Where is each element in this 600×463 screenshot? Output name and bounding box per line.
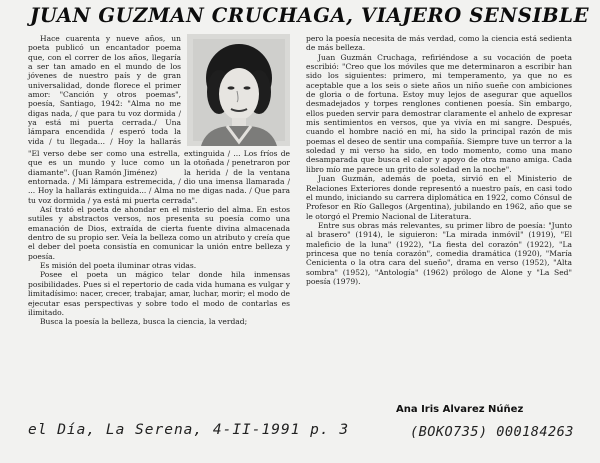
right-column <box>306 34 572 286</box>
handwritten-archive-code: (BOKO735) 000184263 <box>410 424 574 440</box>
paragraph: pero la poesía necesita de más verdad, como la ciencia está sedienta de más belleza. <box>306 34 572 53</box>
author-photo <box>187 34 290 146</box>
paragraph: Hace cuarenta y nueve años, un poeta publicó un encantador poema que, con el correr de los años, llegaría a ser tan amado en el mundo de los jóvenes de nuestro país y de gran universalidad, donde florece el primer amor: "Canción y otros poemas", poesía, Santiago, 1942: "Alma no me digas nada, / que para tu voz dormida / ya está mi puerta cerrada./ Una lámpara encendida / esperó toda la vida / tu llegada... / Hoy la hallarás extinguida / ... Los fríos de la otoñada / penetraron por la herida / de la ventana entornada. / Mi lámpara estremecida, / dio una imensa llamarada / ... Hoy la hallarás extinguida... / Alma no me digas nada. / Que para tu voz dormida / ya está mi puerta cerrada". <box>28 34 290 205</box>
left-column <box>28 34 290 327</box>
handwritten-source-note: el Día, La Serena, 4-II-1991 p. 3 <box>28 422 350 438</box>
paragraph: Posee el poeta un mágico telar donde hila inmensas posibilidades. Pues si el repertorio de cada vida humana es vulgar y limitadísimo: nacer, crecer, trabajar, amar, luchar, morir; el modo de ejecutar esas perspectivas y sobre todo el modo de contarlas es ilimitado. <box>28 270 290 317</box>
portrait-image <box>187 34 290 146</box>
paragraph: Así trató el poeta de ahondar en el misterio del alma. En estos sutiles y abstractos versos, nos presenta su poesía como una emanación de Dios, extraída de cierta fuente divina almacenada dentro de su propio ser. Veía la belleza como un atributo y creía que el deber del poeta consistía en comunicar la unión entre belleza y poesía. <box>28 205 290 261</box>
paragraph: Es misión del poeta iluminar otras vidas. <box>40 261 197 271</box>
paragraph: Entre sus obras más relevantes, su primer libro de poesía: "Junto al brasero" (1914), le siguieron: "La mirada inmóvil" (1919), "El maleficio de la luna" (1922), "La fiesta del corazón" (1922), "La princesa que no tenía corazón", comedia dramática (1920), "María Cenicienta o la otra cara del sueño", drama en verso (1952), "Alta sombra" (1952), "Antología" (1962) prólogo de Alone y "La Sed" poesía (1979). <box>306 220 572 286</box>
headline: JUAN GUZMAN CRUCHAGA, VIAJERO SENSIBLE <box>30 4 590 27</box>
paragraph: Busca la poesía la belleza, busca la ciencia, la verdad; <box>40 317 248 327</box>
paragraph: Juan Guzmán Cruchaga, refiriéndose a su vocación de poeta escribió: "Creo que los móviles que me determinaron a escribir han sido los siguientes: primero, mi temperamento, ya que no es aceptable que a los seis o siete años un niño sueñe con ambiciones de gloria o de fortuna. Estoy muy lejos de asegurar que aquellos desmadejados y torpes renglones contienen poesía. Sin embargo, ellos pueden servir para demostrar claramente el anhelo de expresar mis sentimientos en versos, que ya vivía en mi sangre. Después, cuando el hombre nació en mí, ha sido la principal razón de mis poemas el deseo de sentir una compañía. Siempre tuve un terror a la soledad y mi verso ha sido, en todo momento, como una mano desamparada que busca el calor y apoyo de otra mano amiga. Cada libro mío me parece un grito de soledad en la noche". <box>306 52 572 174</box>
epigraph: "El verso debe ser como una estrella, que es un mundo y luce como un diamante". (Juan Ramón Jiménez) <box>28 149 180 177</box>
author-byline: Ana Iris Alvarez Núñez <box>396 404 524 415</box>
paragraph: Juan Guzmán, además de poeta, sirvió en el Ministerio de Relaciones Exteriores donde representó a nuestro país, en casi todo el mundo, iniciando su carrera diplomática en 1922, como Cónsul de Profesor en Río Gallegos (Argentina), jubilando en 1962, año que se le otorgó el Premio Nacional de Literatura. <box>306 174 572 221</box>
